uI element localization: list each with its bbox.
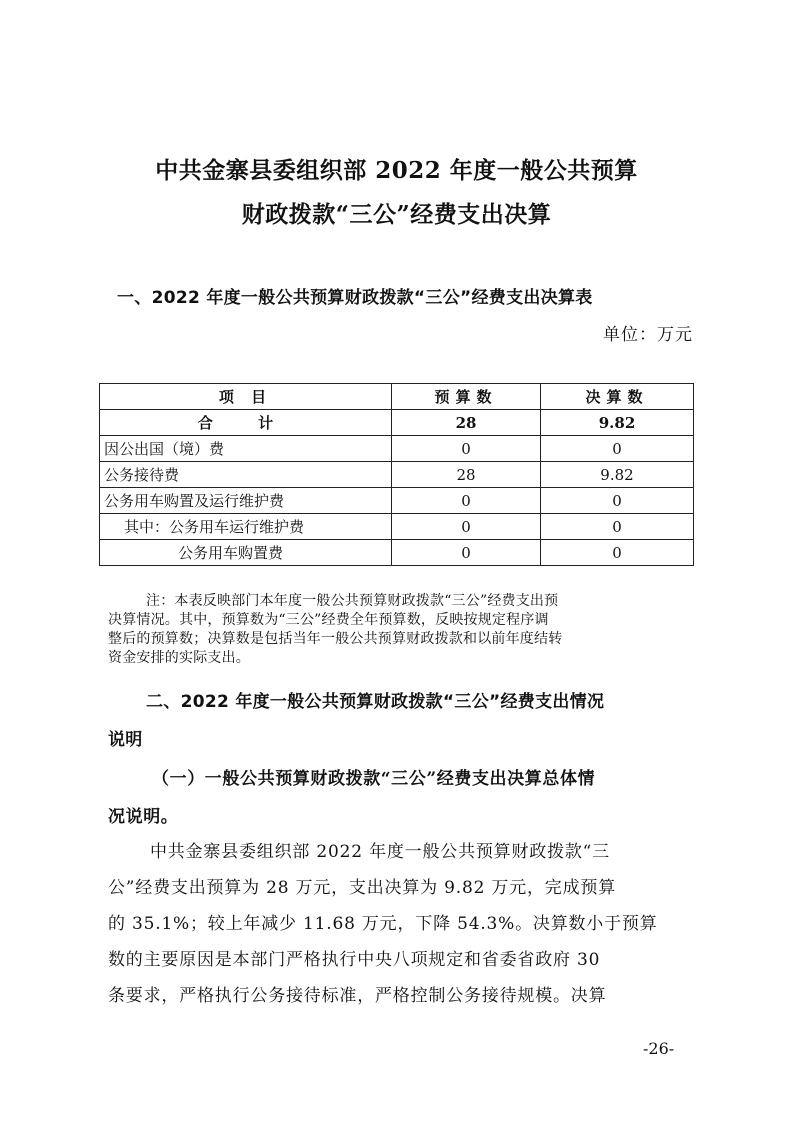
note-line: 整后的预算数；决算数是包括当年一般公共预算财政拨款和以前年度结转 xyxy=(108,631,563,647)
row-budget: 28 xyxy=(392,462,541,488)
subsection-1-heading-line: （一）一般公共预算财政拨款“三公”经费支出决算总体情 xyxy=(152,769,596,789)
total-actual: 9.82 xyxy=(541,410,694,436)
row-actual: 0 xyxy=(541,488,694,514)
row-label: 公务接待费 xyxy=(100,462,392,488)
row-budget: 0 xyxy=(392,540,541,566)
document-title-line-2: 财政拨款“三公”经费支出决算 xyxy=(241,201,552,228)
note-line: 注：本表反映部门本年度一般公共预算财政拨款“三公”经费支出预 xyxy=(146,593,559,609)
unit-label: 单位：万元 xyxy=(603,325,693,345)
note-line: 决算情况。其中，预算数为“三公”经费全年预算数，反映按规定程序调 xyxy=(108,612,549,628)
table-note xyxy=(108,592,693,668)
table-row xyxy=(100,540,694,566)
row-budget: 0 xyxy=(392,436,541,462)
subsection-1-heading xyxy=(108,760,693,836)
paragraph-line: 中共金寨县委组织部 2022 年度一般公共预算财政拨款“三 xyxy=(150,842,610,862)
table-row xyxy=(100,514,694,540)
paragraph-line: 数的主要原因是本部门严格执行中央八项规定和省委省政府 30 xyxy=(108,950,601,970)
row-budget: 0 xyxy=(392,488,541,514)
paragraph-line: 的 35.1%；较上年减少 11.68 万元，下降 54.3%。决算数小于预算 xyxy=(108,914,658,934)
table-header-row xyxy=(100,384,694,410)
paragraph-line: 条要求，严格执行公务接待标准，严格控制公务接待规模。决算 xyxy=(108,986,607,1006)
section-2-heading-line: 说明 xyxy=(108,730,143,750)
paragraph-line: 公”经费支出预算为 28 万元，支出决算为 9.82 万元，完成预算 xyxy=(108,878,616,898)
note-line: 资金安排的实际支出。 xyxy=(108,650,250,666)
row-actual: 9.82 xyxy=(541,462,694,488)
total-label: 合 计 xyxy=(100,410,392,436)
row-budget: 0 xyxy=(392,514,541,540)
subsection-1-heading-line: 况说明。 xyxy=(108,807,179,827)
header-actual: 决算数 xyxy=(541,384,694,410)
header-budget: 预算数 xyxy=(392,384,541,410)
row-actual: 0 xyxy=(541,514,694,540)
row-label: 因公出国（境）费 xyxy=(100,436,392,462)
section-2-heading-line: 二、2022 年度一般公共预算财政拨款“三公”经费支出情况 xyxy=(146,692,605,712)
header-item: 项 目 xyxy=(100,384,392,410)
row-label: 公务用车购置费 xyxy=(100,540,392,566)
table-row xyxy=(100,462,694,488)
expenditure-table xyxy=(99,383,694,566)
section-1-heading: 一、2022 年度一般公共预算财政拨款“三公”经费支出决算表 xyxy=(117,288,593,308)
document-title-line-1: 中共金寨县委组织部 2022 年度一般公共预算 xyxy=(155,157,638,184)
table-row xyxy=(100,436,694,462)
section-2-heading xyxy=(108,683,693,759)
total-budget: 28 xyxy=(392,410,541,436)
row-actual: 0 xyxy=(541,436,694,462)
table-total-row xyxy=(100,410,694,436)
row-label: 公务用车购置及运行维护费 xyxy=(100,488,392,514)
row-label: 其中：公务用车运行维护费 xyxy=(100,514,392,540)
table-row xyxy=(100,488,694,514)
row-actual: 0 xyxy=(541,540,694,566)
body-paragraph xyxy=(108,834,698,1014)
page-number: -26- xyxy=(643,1039,675,1058)
